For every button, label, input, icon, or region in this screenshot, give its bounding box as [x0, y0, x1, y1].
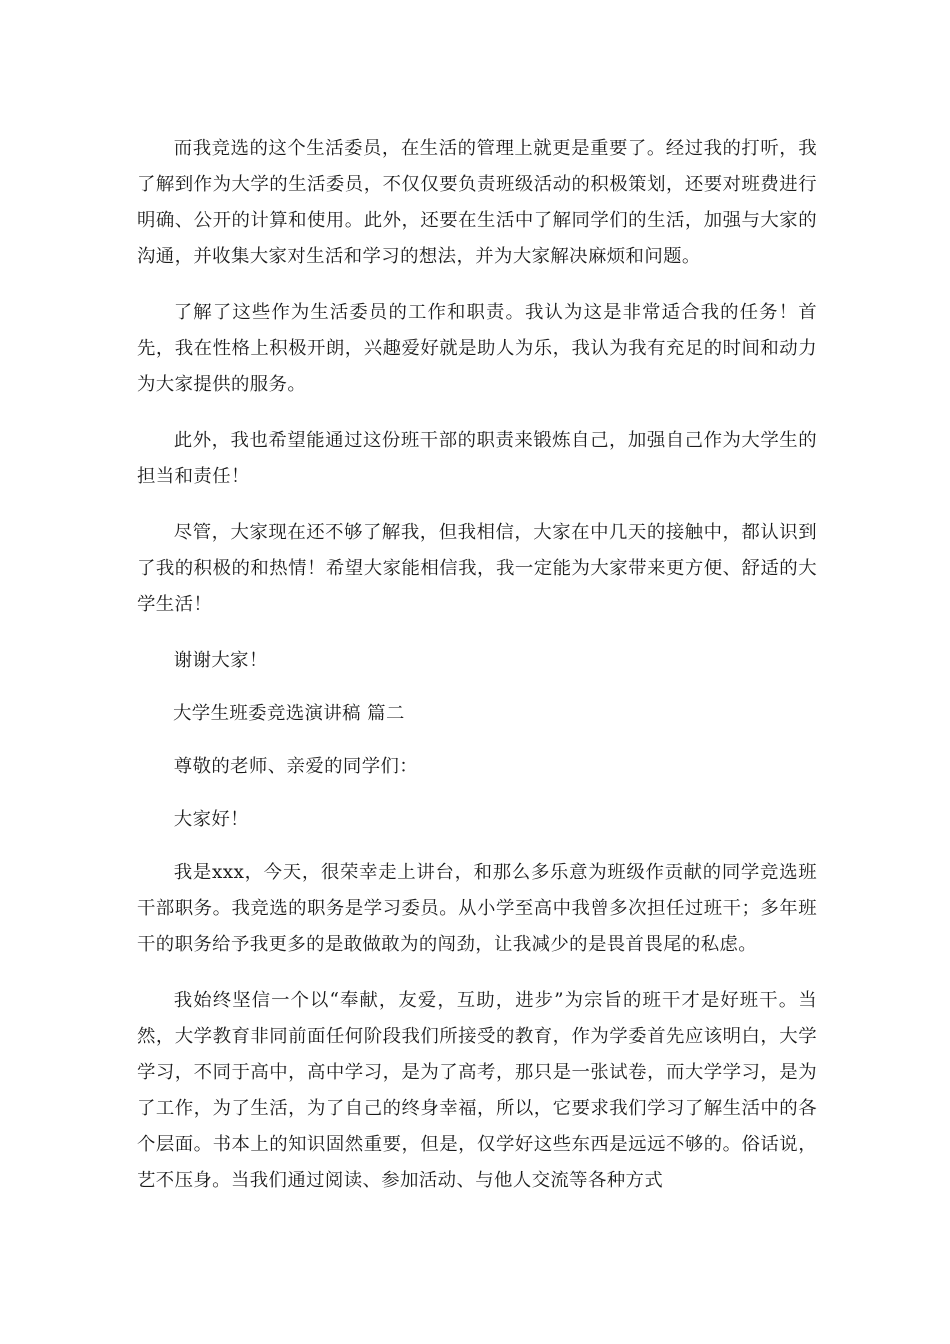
paragraph-introduction: 我是xxx，今天，很荣幸走上讲台，和那么多乐意为班级作贡献的同学竞选班干部职务。我竞选的职务是学习委员。从小学至高中我曾多次担任过班干；多年班干的职务给予我更多的是敢做敢为的闯劲，让我减少的是畏首畏尾的私虑。 [137, 862, 817, 955]
paragraph-suitability: 了解了这些作为生活委员的工作和职责。我认为这是非常适合我的任务！首先，我在性格上积极开朗，兴趣爱好就是助人为乐，我认为我有充足的时间和动力为大家提供的服务。 [137, 302, 817, 395]
section-heading: 大学生班委竞选演讲稿 篇二 [173, 703, 405, 724]
paragraph-belief: 我始终坚信一个以“奉献，友爱，互助，进步”为宗旨的班干才是好班干。当然，大学教育非同前面任何阶段我们所接受的教育，作为学委首先应该明白，大学学习，不同于高中，高中学习，是为了高考，那只是一张试卷，而大学学习，是为了工作，为了生活，为了自己的终身幸福，所以，它要求我们学习了解生活中的各个层面。书本上的知识固然重要，但是，仅学好这些东西是远远不够的。俗话说，艺不压身。当我们通过阅读、参加活动、与他人交流等各种方式 [137, 990, 817, 1191]
paragraph-thanks: 谢谢大家！ [173, 650, 268, 671]
paragraph-greeting: 大家好！ [173, 809, 249, 830]
paragraph-life-committee-duties: 而我竞选的这个生活委员，在生活的管理上就更是重要了。经过我的打听，我了解到作为大学的生活委员，不仅仅要负责班级活动的积极策划，还要对班费进行明确、公开的计算和使用。此外，还要在生活中了解同学们的生活，加强与大家的沟通，并收集大家对生活和学习的想法，并为大家解决麻烦和问题。 [137, 138, 817, 267]
paragraph-salutation: 尊敬的老师、亲爱的同学们： [173, 756, 419, 777]
paragraph-trust-request: 尽管，大家现在还不够了解我，但我相信，大家在中几天的接触中，都认识到了我的积极的和热情！希望大家能相信我，我一定能为大家带来更方便、舒适的大学生活！ [137, 522, 817, 615]
document-body [137, 131, 817, 1219]
paragraph-self-improvement: 此外，我也希望能通过这份班干部的职责来锻炼自己，加强自己作为大学生的担当和责任！ [137, 430, 817, 487]
